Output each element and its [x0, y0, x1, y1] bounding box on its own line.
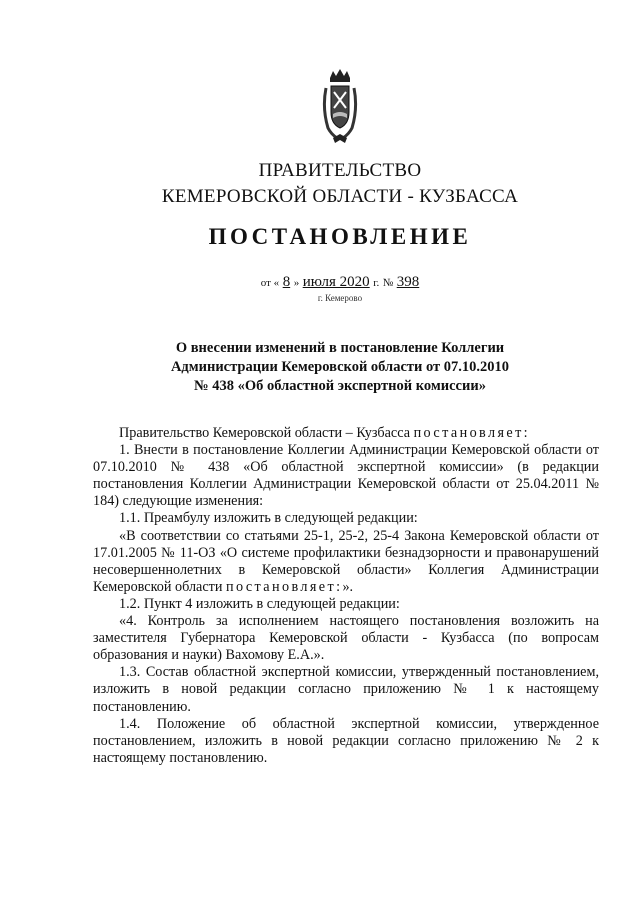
date-close-quote: »: [293, 277, 300, 289]
preamble-quote-paragraph: [93, 528, 599, 596]
preamble-text: Правительство Кемеровской области – Кузбасса: [119, 425, 414, 441]
preamble-quote-text: «В соответствии со статьями 25-1, 25-2, 25-4 Закона Кемеровской области от 17.01.2005 № 11-ОЗ «О системе профилактики безнадзорности и правонарушений несовершеннолетних в Кемеровской области» Коллегия Администрации Кемеровской области: [93, 527, 599, 595]
government-name-line1: ПРАВИТЕЛЬСТВО: [258, 160, 422, 181]
clause-4-quote-paragraph: «4. Контроль за исполнением настоящего постановления возложить на заместителя Губернатора Кемеровской области - Кузбасса (по вопросам образования и науки) Вахомову Е.А.».: [93, 613, 599, 664]
title-line: № 438 «Об областной экспертной комиссии»: [194, 378, 486, 394]
document-title: [0, 339, 640, 396]
preamble-paragraph: [93, 425, 599, 442]
clause-1-2-paragraph: 1.2. Пункт 4 изложить в следующей редакции:: [119, 595, 400, 612]
number-sign: №: [382, 277, 394, 289]
decree-word: постановляет:: [413, 425, 531, 441]
clause-1-4-paragraph: 1.4. Положение об областной экспертной комиссии, утвержденное постановлением, изложить в новой редакции согласно приложению № 2 к настоящему постановлению.: [93, 715, 599, 766]
date-from-label: от «: [260, 277, 280, 289]
document-body: [93, 425, 599, 767]
clause-1-1-paragraph: 1.1. Преамбулу изложить в следующей редакции:: [119, 510, 418, 527]
document-type-heading: ПОСТАНОВЛЕНИЕ: [208, 224, 472, 249]
preamble-quote-end: ».: [342, 578, 354, 595]
title-line: Администрации Кемеровской области от 07.10.2010: [170, 359, 510, 375]
city-label: г. Кемерово: [317, 293, 363, 303]
date-year-abbr: г.: [373, 277, 380, 289]
document-number: 398: [396, 274, 420, 290]
title-line: О внесении изменений в постановление Коллегии: [175, 340, 505, 356]
clause-1-3-paragraph: 1.3. Состав областной экспертной комиссии, утвержденный постановлением, изложить в новой редакции согласно приложению № 1 к настоящему постановлению.: [93, 664, 599, 715]
date-number-line: [0, 274, 640, 291]
clause-1-paragraph: 1. Внести в постановление Коллегии Администрации Кемеровской области от 07.10.2010 № 438 «Об областной экспертной комиссии» (в редакции постановления Коллегии Администрации Кемеровской области от 25.04.2011 № 184) следующие изменения:: [93, 442, 599, 510]
date-day: 8: [282, 274, 291, 290]
decree-word: постановляет:: [225, 578, 343, 595]
coat-of-arms-icon: [321, 68, 359, 146]
government-name-line2: КЕМЕРОВСКОЙ ОБЛАСТИ - КУЗБАССА: [161, 186, 519, 207]
date-month-year: июля 2020: [302, 274, 370, 290]
